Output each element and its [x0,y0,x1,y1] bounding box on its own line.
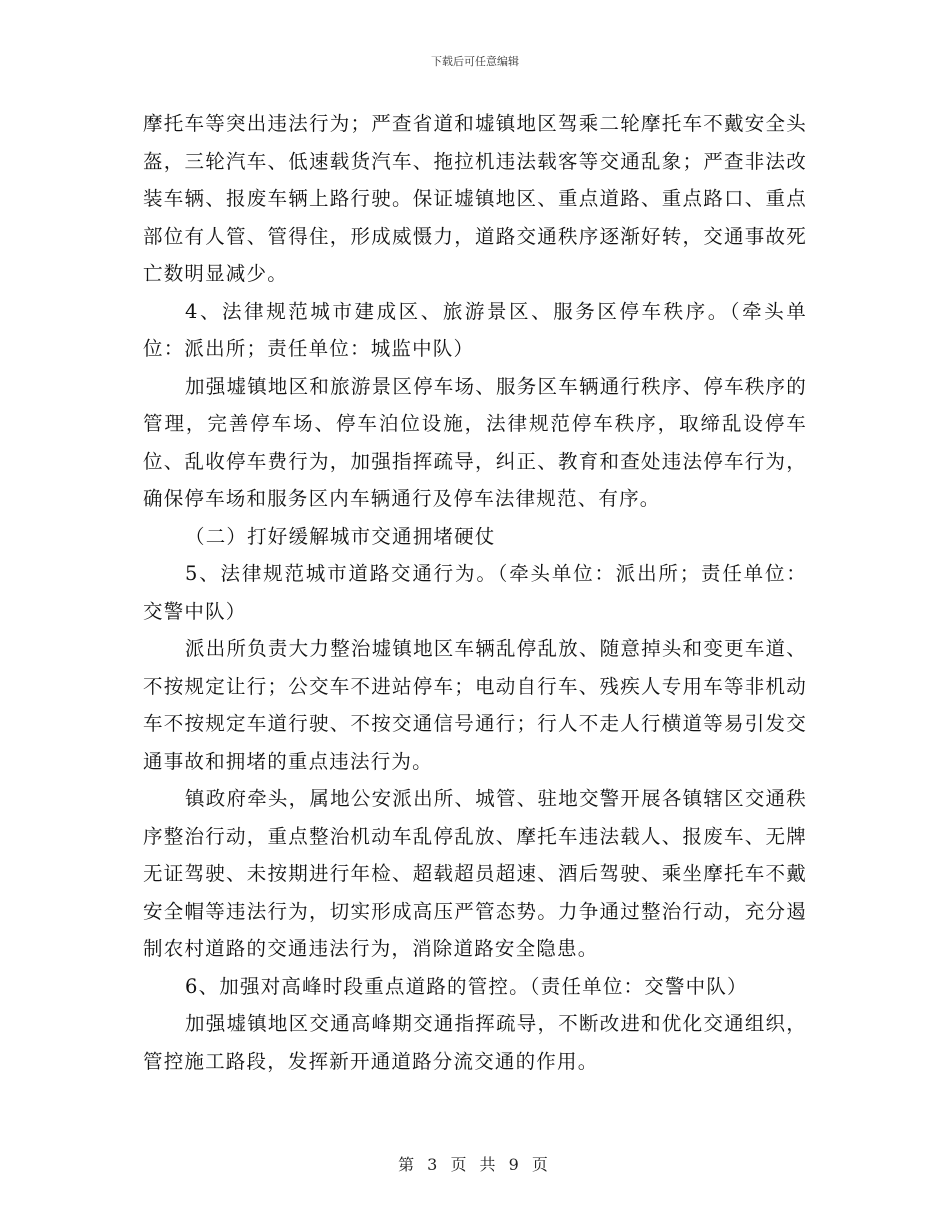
item-5-body-police: 派出所负责大力整治墟镇地区车辆乱停乱放、随意掉头和变更车道、不按规定让行；公交车不进站停车；电动自行车、残疾人专用车等非机动车不按规定车道行驶、不按交通信号通行；行人不走人行横道等易引发交通事故和拥堵的重点违法行为。 [143,637,807,773]
item-6-body: 加强墟镇地区交通高峰期交通指挥疏导，不断改进和优化交通组织，管控施工路段，发挥新开通道路分流交通的作用。 [143,1012,807,1073]
page-number: 第 3 页 共 9 页 [398,1155,552,1174]
item-4-body: 加强墟镇地区和旅游景区停车场、服务区车辆通行秩序、停车秩序的管理，完善停车场、停车泊位设施，法律规范停车秩序，取缔乱设停车位、乱收停车费行为，加强指挥疏导，纠正、教育和查处违法停车行为，确保停车场和服务区内车辆通行及停车法律规范、有序。 [143,374,807,510]
page-header-note: 下载后可任意编辑 [431,55,519,68]
item-6-heading: 6、加强对高峰时段重点道路的管控。（责任单位：交警中队） [185,974,748,998]
item-4-heading: 4、法律规范城市建成区、旅游景区、服务区停车秩序。（牵头单位：派出所；责任单位：城监中队） [143,299,807,360]
item-5-body-government: 镇政府牵头，属地公安派出所、城管、驻地交警开展各镇辖区交通秩序整治行动，重点整治机动车乱停乱放、摩托车违法载人、报废车、无牌无证驾驶、未按期进行年检、超载超员超速、酒后驾驶、乘坐摩托车不戴安全帽等违法行为，切实形成高压严管态势。力争通过整治行动，充分遏制农村道路的交通违法行为，消除道路安全隐患。 [143,787,807,960]
section-2-heading: （二）打好缓解城市交通拥堵硬仗 [185,524,496,548]
document-body [143,105,807,1080]
item-5-heading: 5、法律规范城市道路交通行为。（牵头单位：派出所；责任单位：交警中队） [143,562,807,623]
paragraph-continuation: 摩托车等突出违法行为；严查省道和墟镇地区驾乘二轮摩托车不戴安全头盔，三轮汽车、低速载货汽车、拖拉机违法载客等交通乱象；严查非法改装车辆、报废车辆上路行驶。保证墟镇地区、重点道路、重点路口、重点部位有人管、管得住，形成威慑力，道路交通秩序逐渐好转，交通事故死亡数明显减少。 [143,112,807,285]
